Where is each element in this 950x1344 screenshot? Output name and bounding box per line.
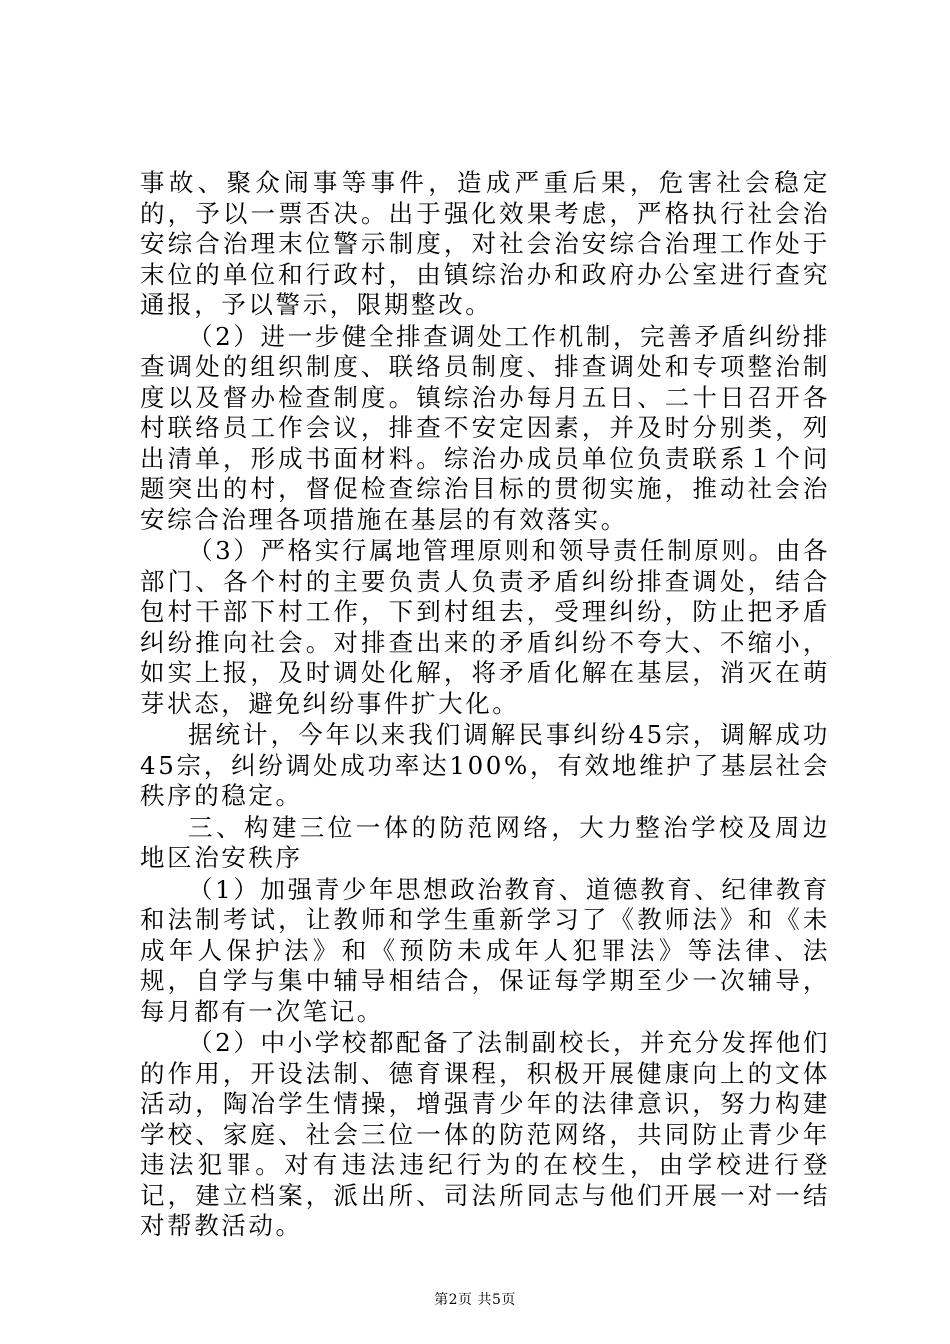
paragraph-6: （1）加强青少年思想政治教育、道德教育、纪律教育和法制考试，让教师和学生重新学习了《教师法》和《未成年人保护法》和《预防未成年人犯罪法》等法律、法规，自学与集中辅导相结合，保证每学期至少一次辅导，每月都有一次笔记。 [140,874,830,1026]
paragraph-4: 据统计，今年以来我们调解民事纠纷45宗，调解成功45宗，纠纷调处成功率达100%，有效地维护了基层社会秩序的稳定。 [140,720,830,810]
section-heading-3: 三、构建三位一体的防范网络，大力整治学校及周边地区治安秩序 [140,812,830,872]
paragraph-2: （2）进一步健全排查调处工作机制，完善矛盾纠纷排查调处的组织制度、联络员制度、排查调处和专项整治制度以及督办检查制度。镇综治办每月五日、二十日召开各村联络员工作会议，排查不安定因素，并及时分别类，列出清单，形成书面材料。综治办成员单位负责联系１个问题突出的村，督促检查综治目标的贯彻实施，推动社会治安综合治理各项措施在基层的有效落实。 [140,321,830,534]
paragraph-7: （2）中小学校都配备了法制副校长，并充分发挥他们的作用，开设法制、德育课程，积极开展健康向上的文体活动，陶冶学生情操，增强青少年的法律意识，努力构建学校、家庭、社会三位一体的防范网络，共同防止青少年违法犯罪。对有违法违纪行为的在校生，由学校进行登记，建立档案，派出所、司法所同志与他们开展一对一结对帮教活动。 [140,1028,830,1240]
paragraph-1: 事故、聚众闹事等事件，造成严重后果，危害社会稳定的，予以一票否决。出于强化效果考虑，严格执行社会治安综合治理末位警示制度，对社会治安综合治理工作处于末位的单位和行政村，由镇综治办和政府办公室进行查究通报，予以警示，限期整改。 [140,168,830,319]
page-footer: 第2页 共5页 [434,1292,516,1308]
paragraph-3: （3）严格实行属地管理原则和领导责任制原则。由各部门、各个村的主要负责人负责矛盾纠纷排查调处，结合包村干部下村工作，下到村组去，受理纠纷，防止把矛盾纠纷推向社会。对排查出来的矛盾纠纷不夸大、不缩小，如实上报，及时调处化解，将矛盾化解在基层，消灭在萌芽状态，避免纠纷事件扩大化。 [140,536,830,718]
document-body [140,168,830,1243]
